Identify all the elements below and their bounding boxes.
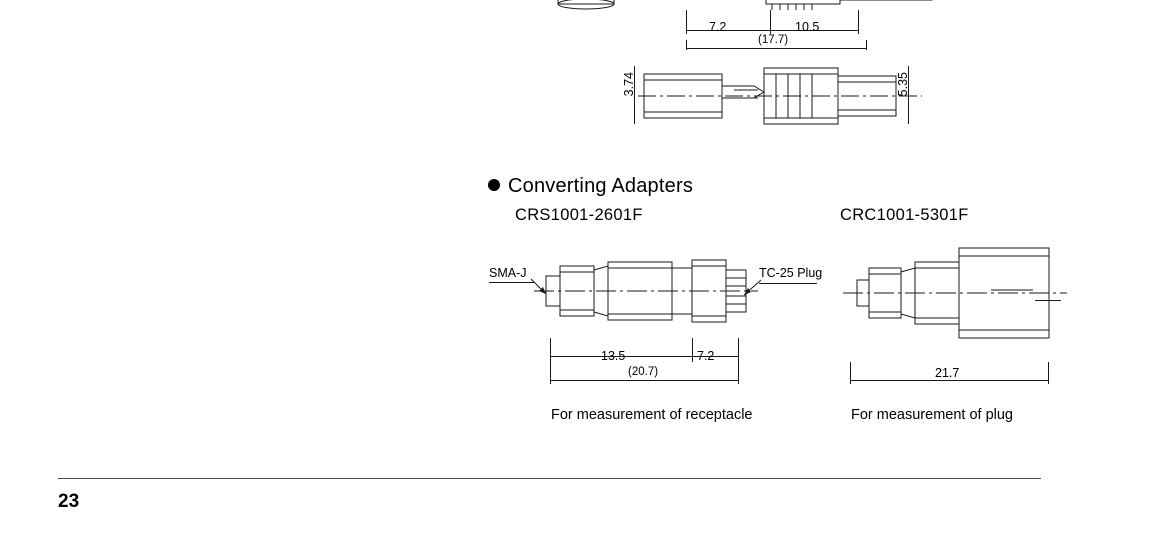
adapter-2-drawing bbox=[835, 240, 1075, 350]
adapter1-dim-20-7: (20.7) bbox=[628, 366, 659, 378]
adapter-2-drawing-svg bbox=[835, 240, 1075, 350]
footer-divider bbox=[58, 478, 1041, 479]
label-tc-25-plug: TC-25 Plug bbox=[759, 266, 823, 280]
adapter1-dim-line-overall bbox=[550, 380, 738, 381]
leader-arrow-tc25 bbox=[738, 279, 762, 303]
top-dim-10-5: 10.5 bbox=[795, 20, 820, 34]
top-dim-5-35: 5.35 bbox=[896, 72, 910, 97]
top-dim-tick-1c bbox=[858, 10, 859, 34]
caption-adapter-1: For measurement of receptacle bbox=[551, 407, 753, 423]
adapter1-dim-tick-b bbox=[692, 338, 693, 362]
label-sma-j: SMA-J bbox=[489, 266, 527, 280]
top-dim-7-2: 7.2 bbox=[709, 20, 727, 34]
adapter2-centre-line-ext bbox=[1035, 300, 1061, 301]
adapter2-dim-line bbox=[850, 380, 1048, 381]
adapter2-dim-21-7: 21.7 bbox=[935, 366, 960, 380]
section-heading bbox=[488, 175, 693, 198]
adapter1-dim-tick-c bbox=[738, 338, 739, 362]
top-dim-line-2 bbox=[686, 48, 866, 49]
adapter1-dim-overall-tick-b bbox=[738, 362, 739, 384]
leader-line-sma-j-h bbox=[489, 282, 535, 283]
adapter1-dim-7-2: 7.2 bbox=[697, 349, 715, 363]
adapter1-dim-tick-a bbox=[550, 338, 551, 362]
leader-line-tc25-h bbox=[759, 283, 817, 284]
part-number-crc1001-5301f: CRC1001-5301F bbox=[840, 206, 969, 224]
top-dim-tick-1b bbox=[770, 10, 771, 34]
adapter1-dim-13-5: 13.5 bbox=[601, 349, 626, 363]
part-number-crs1001-2601f: CRS1001-2601F bbox=[515, 206, 643, 224]
top-side-view-svg bbox=[630, 60, 930, 130]
filled-circle-bullet-icon bbox=[488, 179, 500, 191]
top-side-view-drawing bbox=[630, 60, 930, 130]
page-number: 23 bbox=[58, 491, 80, 512]
adapter2-dim-tick-b bbox=[1048, 362, 1049, 384]
adapter2-dim-tick-a bbox=[850, 362, 851, 384]
top-dim-tick-2b bbox=[866, 40, 867, 50]
top-dim-tick-2a bbox=[686, 40, 687, 50]
caption-adapter-2: For measurement of plug bbox=[851, 407, 1013, 423]
top-dim-tick-1a bbox=[686, 10, 687, 34]
top-dim-3-74: 3.74 bbox=[622, 72, 636, 97]
adapter1-dim-overall-tick-a bbox=[550, 362, 551, 384]
section-title: Converting Adapters bbox=[508, 175, 694, 197]
leader-arrow-sma-j bbox=[530, 278, 554, 302]
top-dim-17-7: (17.7) bbox=[758, 34, 789, 46]
